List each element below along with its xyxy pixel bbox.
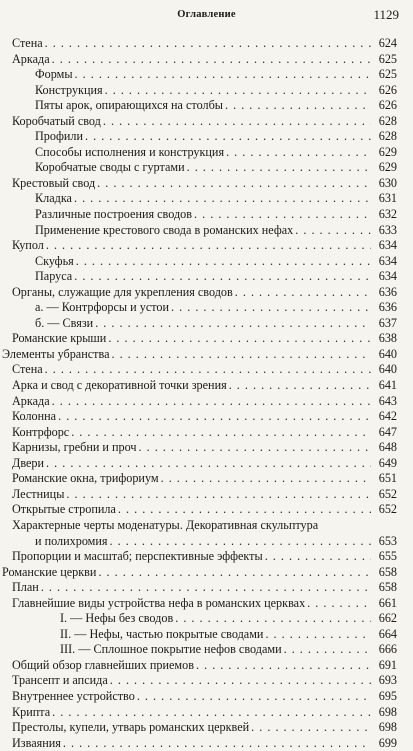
toc-entry-page: 625 — [378, 67, 397, 82]
toc-entry-label: Паруса — [35, 269, 73, 284]
toc-entry — [0, 425, 413, 441]
dot-leader — [108, 331, 371, 347]
dot-leader — [52, 705, 371, 721]
toc-entry — [0, 129, 413, 145]
dot-leader — [229, 378, 371, 394]
toc-entry-label: Пяты арок, опирающихся на столбы — [35, 98, 223, 113]
dot-leader — [58, 409, 371, 425]
toc-entry-page: 649 — [378, 455, 397, 470]
page-number: 1129 — [373, 7, 399, 22]
toc-entry-page: 652 — [378, 486, 397, 501]
toc-entry-page: 630 — [378, 175, 397, 190]
dot-leader — [251, 720, 371, 736]
toc-entry-label: Кладка — [35, 191, 72, 206]
toc-entry-page: 651 — [378, 471, 397, 486]
toc-entry-label: План — [12, 580, 39, 595]
toc-entry — [0, 223, 413, 239]
dot-leader — [196, 658, 371, 674]
toc-entry — [0, 145, 413, 161]
toc-entry-page: 633 — [378, 222, 397, 237]
toc-entry-page: 643 — [378, 393, 397, 408]
toc-entry-page: 699 — [378, 735, 397, 750]
toc-entry-page: 658 — [378, 564, 397, 579]
toc-entry — [0, 456, 413, 472]
toc-entry-page: 638 — [378, 331, 397, 346]
dot-leader — [46, 238, 371, 254]
toc-entry-page: 632 — [378, 207, 397, 222]
toc-entry — [0, 471, 413, 487]
toc-entry-label: Применение крестового свода в романских нефах — [35, 222, 294, 237]
toc-entry — [0, 642, 413, 658]
toc-entry-page: 641 — [378, 378, 397, 393]
toc-entry-page: 636 — [378, 284, 397, 299]
page-header — [0, 6, 413, 24]
dot-leader — [95, 316, 371, 332]
dot-leader — [63, 736, 371, 751]
dot-leader — [171, 300, 371, 316]
toc-entry-label: Коробчатый свод — [12, 113, 101, 128]
toc-entry-label: Характерные черты моденатуры. Декоративная скульптура — [12, 517, 319, 532]
toc-entry-page: 695 — [378, 688, 397, 703]
toc-entry — [0, 254, 413, 270]
table-of-contents — [0, 36, 413, 751]
toc-entry — [0, 409, 413, 425]
toc-entry-label: III. — Сплошное покрытие нефов сводами — [60, 642, 282, 657]
dot-leader — [71, 425, 371, 441]
dot-leader — [118, 502, 371, 518]
toc-entry-label: Коробчатые своды с гуртами — [35, 160, 185, 175]
toc-entry-label: Внутреннее устройство — [12, 688, 135, 703]
dot-leader — [76, 254, 371, 270]
toc-entry-page: 634 — [378, 269, 397, 284]
toc-entry — [0, 191, 413, 207]
toc-entry-page: 653 — [378, 533, 397, 548]
toc-entry — [0, 285, 413, 301]
toc-entry — [0, 394, 413, 410]
toc-entry — [0, 36, 413, 52]
dot-leader — [307, 596, 371, 612]
toc-entry-label: Открытые стропила — [12, 502, 116, 517]
toc-entry-page: 652 — [378, 502, 397, 517]
toc-entry-page: 625 — [378, 51, 397, 66]
toc-entry-page: 637 — [378, 315, 397, 330]
toc-entry-label: Купол — [12, 238, 44, 253]
toc-entry — [0, 316, 413, 332]
dot-leader — [45, 362, 371, 378]
toc-entry-page: 628 — [378, 113, 397, 128]
toc-entry-label: Главнейшие виды устройства нефа в романских церквах — [12, 595, 306, 610]
dot-leader — [45, 36, 371, 52]
toc-entry-page: 629 — [378, 144, 397, 159]
toc-entry-label: и полихромия — [35, 533, 108, 548]
toc-entry — [0, 238, 413, 254]
dot-leader — [226, 145, 371, 161]
toc-entry-label: Скуфья — [35, 253, 74, 268]
toc-entry-label: Пропорции и масштаб; перспективные эффекты — [12, 549, 263, 564]
dot-leader — [75, 67, 371, 83]
toc-entry-page: 642 — [378, 409, 397, 424]
dot-leader — [111, 347, 371, 363]
toc-entry — [0, 362, 413, 378]
toc-entry — [0, 83, 413, 99]
toc-entry-page — [371, 518, 397, 534]
toc-entry — [0, 300, 413, 316]
dot-leader — [110, 673, 371, 689]
dot-leader — [46, 456, 371, 472]
toc-entry-page: 624 — [378, 36, 397, 50]
toc-entry-page: 664 — [378, 626, 397, 641]
toc-entry-page: 634 — [378, 238, 397, 253]
toc-entry-label: Лестницы — [12, 486, 65, 501]
toc-entry-label: Трансепт и апсида — [12, 673, 108, 688]
dot-leader — [74, 191, 371, 207]
dot-leader — [284, 642, 371, 658]
toc-entry-page: 658 — [378, 580, 397, 595]
dot-leader — [235, 285, 371, 301]
toc-entry — [0, 596, 413, 612]
toc-entry — [0, 487, 413, 503]
dot-leader — [97, 176, 371, 192]
dot-leader — [52, 394, 371, 410]
toc-entry-page: 631 — [378, 191, 397, 206]
toc-entry-page: 698 — [378, 704, 397, 719]
toc-entry — [0, 347, 413, 363]
toc-entry-label: Профили — [35, 129, 84, 144]
toc-entry-label: Романские окна, трифориум — [12, 471, 159, 486]
toc-entry — [0, 627, 413, 643]
toc-entry — [0, 440, 413, 456]
dot-leader — [187, 160, 371, 176]
dot-leader — [175, 611, 371, 627]
dot-leader — [139, 440, 372, 456]
toc-entry — [0, 705, 413, 721]
dot-leader — [265, 627, 371, 643]
toc-entry-label: I. — Нефы без сводов — [60, 611, 174, 626]
page-title: Оглавление — [177, 9, 236, 20]
toc-entry-page: 647 — [378, 424, 397, 439]
dot-leader — [265, 549, 371, 565]
toc-entry-label: Изваяния — [12, 735, 61, 750]
toc-entry-page: 629 — [378, 160, 397, 175]
toc-entry-label: Контрфорс — [12, 424, 70, 439]
toc-entry-page: 640 — [378, 362, 397, 377]
toc-entry-label: Романские крыши — [12, 331, 107, 346]
toc-entry-label: II. — Нефы, частью покрытые сводами — [60, 626, 264, 641]
toc-entry — [0, 160, 413, 176]
toc-entry-label: Арка и свод с декоративной точки зрения — [12, 378, 227, 393]
toc-entry-page: 648 — [378, 440, 397, 455]
toc-entry-label: Различные построения сводов — [35, 207, 193, 222]
toc-entry-page: 698 — [378, 720, 397, 735]
toc-entry-label: Карнизы, гребни и проч — [12, 440, 137, 455]
toc-entry — [0, 611, 413, 627]
toc-entry-label: Романские церкви — [2, 564, 97, 579]
toc-entry — [0, 207, 413, 223]
toc-entry-label: Аркада — [12, 51, 50, 66]
toc-entry-page: 634 — [378, 253, 397, 268]
dot-leader — [52, 52, 371, 68]
toc-entry — [0, 98, 413, 114]
toc-entry — [0, 502, 413, 518]
toc-entry-label: Конструкция — [35, 82, 103, 97]
toc-entry — [0, 673, 413, 689]
toc-entry-page: 640 — [378, 346, 397, 361]
dot-leader — [320, 518, 371, 534]
toc-entry-page: 636 — [378, 300, 397, 315]
toc-entry — [0, 580, 413, 596]
toc-entry — [0, 534, 413, 550]
toc-entry — [0, 658, 413, 674]
toc-entry-label: Формы — [35, 67, 73, 82]
dot-leader — [85, 129, 371, 145]
toc-entry — [0, 565, 413, 581]
toc-entry-page: 626 — [378, 82, 397, 97]
toc-entry — [0, 720, 413, 736]
toc-entry-label: Стена — [12, 362, 43, 377]
toc-entry — [0, 67, 413, 83]
toc-entry-page: 628 — [378, 129, 397, 144]
dot-leader — [105, 83, 371, 99]
toc-entry-label: Крипта — [12, 704, 51, 719]
toc-entry-label: Аркада — [12, 393, 50, 408]
toc-entry — [0, 331, 413, 347]
toc-entry-page: 666 — [378, 642, 397, 657]
toc-entry — [0, 689, 413, 705]
toc-entry — [0, 518, 413, 534]
dot-leader — [194, 207, 371, 223]
dot-leader — [225, 98, 371, 114]
toc-entry-label: Элементы убранства — [2, 346, 110, 361]
toc-entry — [0, 114, 413, 130]
toc-entry-label: б. — Связи — [35, 315, 94, 330]
toc-entry — [0, 549, 413, 565]
toc-entry — [0, 176, 413, 192]
dot-leader — [161, 471, 371, 487]
toc-entry-label: Общий обзор главнейших приемов — [12, 657, 194, 672]
dot-leader — [110, 534, 371, 550]
toc-entry-page: 661 — [378, 595, 397, 610]
toc-entry-page: 693 — [378, 673, 397, 688]
toc-entry-label: Способы исполнения и конструкция — [35, 144, 225, 159]
toc-entry — [0, 269, 413, 285]
dot-leader — [66, 487, 371, 503]
dot-leader — [98, 565, 371, 581]
toc-entry-label: Стена — [12, 36, 43, 50]
toc-entry-page: 662 — [378, 611, 397, 626]
toc-entry-label: Двери — [12, 455, 45, 470]
toc-entry-page: 691 — [378, 657, 397, 672]
dot-leader — [137, 689, 371, 705]
toc-entry-page: 655 — [378, 549, 397, 564]
toc-entry — [0, 52, 413, 68]
toc-entry — [0, 736, 413, 751]
toc-entry — [0, 378, 413, 394]
dot-leader — [295, 223, 371, 239]
toc-entry-label: а. — Контрфорсы и устои — [35, 300, 170, 315]
dot-leader — [74, 269, 371, 285]
toc-entry-label: Колонна — [12, 409, 57, 424]
toc-entry-label: Органы, служащие для укрепления сводов — [12, 284, 233, 299]
dot-leader — [103, 114, 371, 130]
toc-entry-label: Престолы, купели, утварь романских церквей — [12, 720, 250, 735]
dot-leader — [41, 580, 371, 596]
toc-entry-label: Крестовый свод — [12, 175, 96, 190]
toc-entry-page: 626 — [378, 98, 397, 113]
